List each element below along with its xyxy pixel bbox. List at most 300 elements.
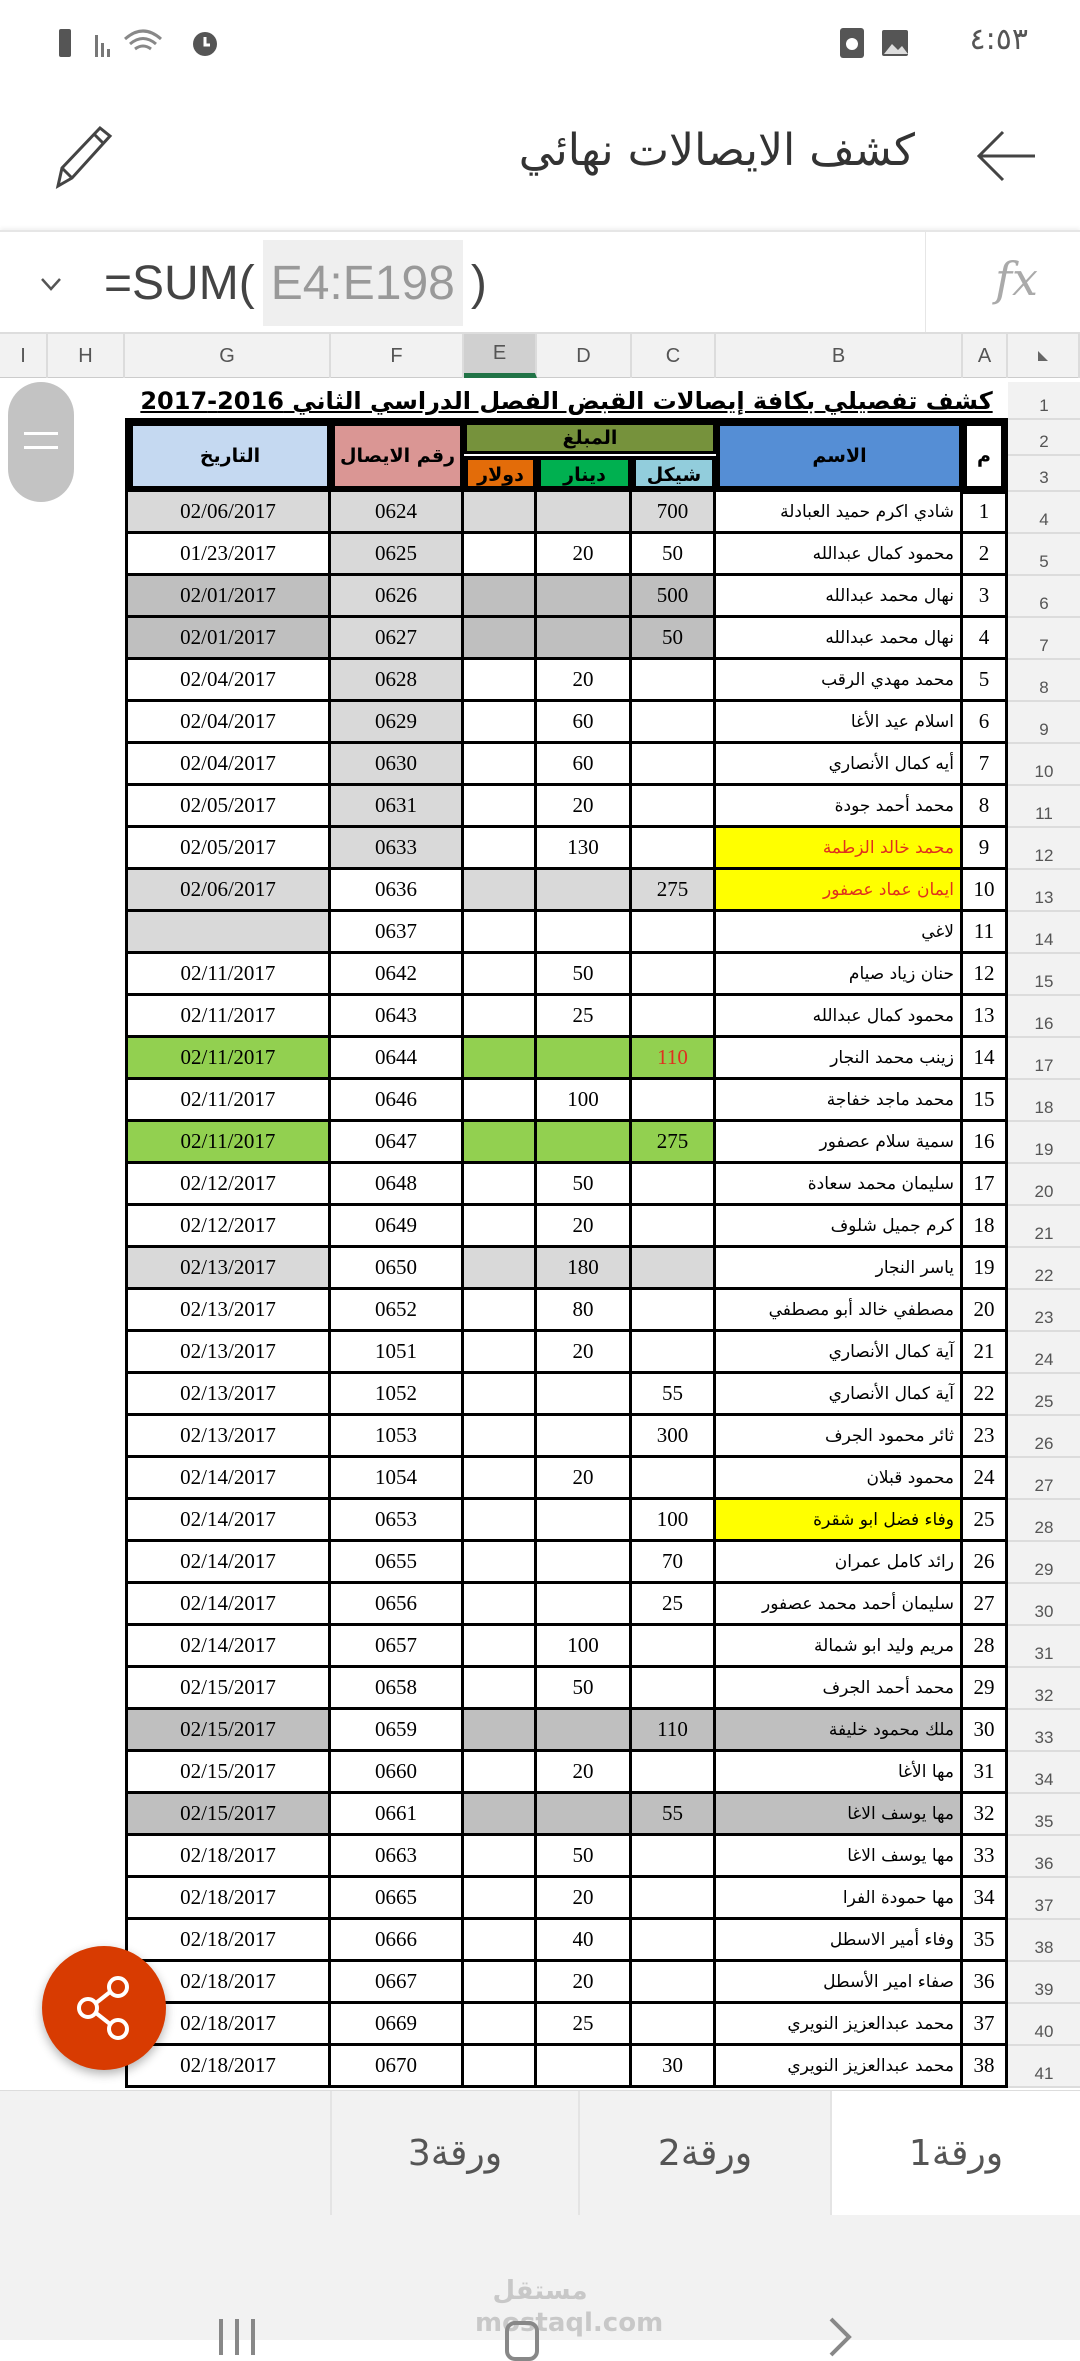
cell-date[interactable]: 01/23/2017 [125, 534, 331, 576]
column-header-f[interactable]: F [331, 334, 464, 378]
cell-receipt[interactable]: 1052 [331, 1374, 464, 1416]
row-header[interactable]: 23 [1008, 1290, 1080, 1332]
cell-dollar[interactable] [464, 1332, 537, 1374]
cell-shekel[interactable]: 500 [632, 576, 716, 618]
cell-dollar[interactable] [464, 1752, 537, 1794]
cell-dollar[interactable] [464, 786, 537, 828]
cell-receipt[interactable]: 0649 [331, 1206, 464, 1248]
cell-dollar[interactable] [464, 996, 537, 1038]
cell-dinar[interactable] [537, 1122, 632, 1164]
row-header[interactable]: 3 [1008, 456, 1080, 492]
cell-dollar[interactable] [464, 618, 537, 660]
cell-receipt[interactable]: 0670 [331, 2046, 464, 2088]
cell-dinar[interactable]: 25 [537, 2004, 632, 2046]
cell-dinar[interactable]: 180 [537, 1248, 632, 1290]
cell-index[interactable]: 7 [963, 744, 1008, 786]
cell-dollar[interactable] [464, 1290, 537, 1332]
cell-dollar[interactable] [464, 1416, 537, 1458]
tab-sheet2[interactable]: ورقة2 [578, 2091, 830, 2216]
cell-receipt[interactable]: 0646 [331, 1080, 464, 1122]
cell-date[interactable]: 02/06/2017 [125, 492, 331, 534]
row-header[interactable]: 29 [1008, 1542, 1080, 1584]
cell-date[interactable] [125, 912, 331, 954]
cell-receipt[interactable]: 0643 [331, 996, 464, 1038]
row-header[interactable]: 15 [1008, 954, 1080, 996]
cell-receipt[interactable]: 0666 [331, 1920, 464, 1962]
cell-index[interactable]: 5 [963, 660, 1008, 702]
cell-index[interactable]: 18 [963, 1206, 1008, 1248]
cell-name[interactable]: وفاء فضل ابو شقرة [716, 1500, 963, 1542]
cell-receipt[interactable]: 1053 [331, 1416, 464, 1458]
cell-receipt[interactable]: 0628 [331, 660, 464, 702]
cell-dollar[interactable] [464, 954, 537, 996]
row-header[interactable]: 17 [1008, 1038, 1080, 1080]
back-chevron-icon[interactable] [825, 2315, 855, 2359]
column-header-b[interactable]: B [716, 334, 963, 378]
cell-index[interactable]: 13 [963, 996, 1008, 1038]
row-header[interactable]: 27 [1008, 1458, 1080, 1500]
cell-index[interactable]: 23 [963, 1416, 1008, 1458]
cell-receipt[interactable]: 0642 [331, 954, 464, 996]
spreadsheet-grid[interactable] [0, 378, 1080, 2090]
cell-receipt[interactable]: 1051 [331, 1332, 464, 1374]
cell-name[interactable]: رائد كامل عمران [716, 1542, 963, 1584]
cell-index[interactable]: 12 [963, 954, 1008, 996]
cell-dollar[interactable] [464, 1500, 537, 1542]
cell-index[interactable]: 16 [963, 1122, 1008, 1164]
cell-dinar[interactable]: 20 [537, 1458, 632, 1500]
cell-name[interactable]: مصطفي خالد أبو مصطفي [716, 1290, 963, 1332]
column-header-h[interactable]: H [48, 334, 125, 378]
cell-dinar[interactable]: 20 [537, 660, 632, 702]
cell-shekel[interactable]: 110 [632, 1710, 716, 1752]
cell-date[interactable]: 02/11/2017 [125, 1038, 331, 1080]
cell-receipt[interactable]: 0629 [331, 702, 464, 744]
cell-name[interactable]: محمود كمال عبدالله [716, 996, 963, 1038]
cell-dollar[interactable] [464, 702, 537, 744]
cell-dinar[interactable] [537, 1794, 632, 1836]
cell-index[interactable]: 21 [963, 1332, 1008, 1374]
cell-shekel[interactable] [632, 954, 716, 996]
row-header[interactable]: 5 [1008, 534, 1080, 576]
cell-receipt[interactable]: 0660 [331, 1752, 464, 1794]
cell-dinar[interactable]: 20 [537, 1878, 632, 1920]
cell-date[interactable]: 02/15/2017 [125, 1752, 331, 1794]
cell-dollar[interactable] [464, 1584, 537, 1626]
cell-date[interactable]: 02/11/2017 [125, 1080, 331, 1122]
row-header[interactable]: 22 [1008, 1248, 1080, 1290]
row-header[interactable]: 31 [1008, 1626, 1080, 1668]
cell-date[interactable]: 02/04/2017 [125, 744, 331, 786]
cell-shekel[interactable]: 700 [632, 492, 716, 534]
cell-date[interactable]: 02/11/2017 [125, 1122, 331, 1164]
cell-name[interactable]: صفاء امير الأسطل [716, 1962, 963, 2004]
cell-receipt[interactable]: 0626 [331, 576, 464, 618]
row-header[interactable]: 28 [1008, 1500, 1080, 1542]
cell-dinar[interactable] [537, 1500, 632, 1542]
cell-date[interactable]: 02/04/2017 [125, 660, 331, 702]
row-header[interactable]: 1 [1008, 382, 1080, 420]
formula-bar[interactable] [0, 230, 1080, 332]
row-header[interactable]: 19 [1008, 1122, 1080, 1164]
cell-receipt[interactable]: 1054 [331, 1458, 464, 1500]
cell-name[interactable]: محمد عبدالعزيز النويري [716, 2004, 963, 2046]
cell-dollar[interactable] [464, 870, 537, 912]
row-header[interactable]: 14 [1008, 912, 1080, 954]
cell-dollar[interactable] [464, 1080, 537, 1122]
cell-name[interactable]: حنان زياد صيام [716, 954, 963, 996]
cell-dinar[interactable] [537, 618, 632, 660]
cell-dollar[interactable] [464, 1920, 537, 1962]
cell-dollar[interactable] [464, 1038, 537, 1080]
cell-shekel[interactable]: 30 [632, 2046, 716, 2088]
cell-index[interactable]: 19 [963, 1248, 1008, 1290]
cell-dollar[interactable] [464, 1122, 537, 1164]
cell-shekel[interactable]: 110 [632, 1038, 716, 1080]
cell-name[interactable]: سليمان محمد سعادة [716, 1164, 963, 1206]
cell-dollar[interactable] [464, 1962, 537, 2004]
cell-receipt[interactable]: 0644 [331, 1038, 464, 1080]
cell-name[interactable]: مها يوسف الاغا [716, 1794, 963, 1836]
cell-name[interactable]: كرم جميل شلوف [716, 1206, 963, 1248]
cell-name[interactable]: زينب محمد النجار [716, 1038, 963, 1080]
cell-dinar[interactable]: 20 [537, 1752, 632, 1794]
cell-shekel[interactable] [632, 1920, 716, 1962]
row-header[interactable]: 21 [1008, 1206, 1080, 1248]
cell-dinar[interactable]: 60 [537, 702, 632, 744]
cell-dollar[interactable] [464, 492, 537, 534]
cell-index[interactable]: 38 [963, 2046, 1008, 2088]
cell-receipt[interactable]: 0659 [331, 1710, 464, 1752]
back-arrow-icon[interactable] [975, 130, 1037, 182]
cell-receipt[interactable]: 0624 [331, 492, 464, 534]
cell-shekel[interactable] [632, 828, 716, 870]
cell-name[interactable]: لاغي [716, 912, 963, 954]
cell-name[interactable]: مها الأغا [716, 1752, 963, 1794]
row-header[interactable]: 26 [1008, 1416, 1080, 1458]
cell-receipt[interactable]: 0625 [331, 534, 464, 576]
cell-date[interactable]: 02/18/2017 [125, 2004, 331, 2046]
cell-date[interactable]: 02/12/2017 [125, 1206, 331, 1248]
cell-index[interactable]: 14 [963, 1038, 1008, 1080]
cell-shekel[interactable] [632, 1164, 716, 1206]
cell-dinar[interactable] [537, 1584, 632, 1626]
cell-date[interactable]: 02/11/2017 [125, 954, 331, 996]
edit-pencil-icon[interactable] [50, 122, 114, 192]
chevron-down-icon[interactable] [40, 276, 62, 292]
share-button[interactable] [42, 1946, 166, 2070]
cell-dollar[interactable] [464, 744, 537, 786]
cell-dollar[interactable] [464, 1710, 537, 1752]
cell-dinar[interactable]: 50 [537, 954, 632, 996]
row-header[interactable]: 34 [1008, 1752, 1080, 1794]
cell-index[interactable]: 4 [963, 618, 1008, 660]
cell-dollar[interactable] [464, 1542, 537, 1584]
cell-index[interactable]: 8 [963, 786, 1008, 828]
row-header[interactable]: 39 [1008, 1962, 1080, 2004]
cell-dollar[interactable] [464, 660, 537, 702]
cell-date[interactable]: 02/18/2017 [125, 2046, 331, 2088]
cell-receipt[interactable]: 0653 [331, 1500, 464, 1542]
row-header[interactable]: 32 [1008, 1668, 1080, 1710]
cell-index[interactable]: 31 [963, 1752, 1008, 1794]
row-header[interactable]: 41 [1008, 2046, 1080, 2088]
cell-receipt[interactable]: 0630 [331, 744, 464, 786]
cell-dollar[interactable] [464, 1668, 537, 1710]
cell-receipt[interactable]: 0652 [331, 1290, 464, 1332]
cell-shekel[interactable]: 25 [632, 1584, 716, 1626]
cell-name[interactable]: مها حمودة الفرا [716, 1878, 963, 1920]
row-header[interactable]: 20 [1008, 1164, 1080, 1206]
cell-dollar[interactable] [464, 1458, 537, 1500]
cell-date[interactable]: 02/18/2017 [125, 1836, 331, 1878]
cell-receipt[interactable]: 0663 [331, 1836, 464, 1878]
cell-name[interactable]: محمد خالد الزطمة [716, 828, 963, 870]
cell-name[interactable]: أيه كمال الأنصاري [716, 744, 963, 786]
cell-index[interactable]: 24 [963, 1458, 1008, 1500]
cell-receipt[interactable]: 0648 [331, 1164, 464, 1206]
cell-dollar[interactable] [464, 1164, 537, 1206]
cell-index[interactable]: 37 [963, 2004, 1008, 2046]
cell-date[interactable]: 02/06/2017 [125, 870, 331, 912]
row-header[interactable]: 33 [1008, 1710, 1080, 1752]
cell-name[interactable]: اسلام عيد الأغا [716, 702, 963, 744]
row-header[interactable]: 35 [1008, 1794, 1080, 1836]
cell-dinar[interactable]: 60 [537, 744, 632, 786]
cell-dollar[interactable] [464, 1248, 537, 1290]
cell-dollar[interactable] [464, 2004, 537, 2046]
cell-date[interactable]: 02/11/2017 [125, 996, 331, 1038]
cell-shekel[interactable] [632, 1290, 716, 1332]
cell-shekel[interactable]: 100 [632, 1500, 716, 1542]
cell-date[interactable]: 02/14/2017 [125, 1584, 331, 1626]
cell-shekel[interactable]: 300 [632, 1416, 716, 1458]
cell-dinar[interactable] [537, 576, 632, 618]
cell-index[interactable]: 2 [963, 534, 1008, 576]
cell-date[interactable]: 02/13/2017 [125, 1332, 331, 1374]
cell-dollar[interactable] [464, 1374, 537, 1416]
cell-date[interactable]: 02/13/2017 [125, 1290, 331, 1332]
cell-receipt[interactable]: 0637 [331, 912, 464, 954]
cell-shekel[interactable] [632, 1206, 716, 1248]
cell-shekel[interactable] [632, 1332, 716, 1374]
cell-index[interactable]: 28 [963, 1626, 1008, 1668]
cell-shekel[interactable] [632, 1668, 716, 1710]
cell-dinar[interactable]: 20 [537, 1332, 632, 1374]
cell-shekel[interactable] [632, 912, 716, 954]
cell-shekel[interactable]: 55 [632, 1374, 716, 1416]
cell-dinar[interactable]: 20 [537, 786, 632, 828]
cell-shekel[interactable] [632, 1878, 716, 1920]
tab-sheet1[interactable]: ورقة1 [830, 2091, 1080, 2216]
cell-dollar[interactable] [464, 1836, 537, 1878]
row-header[interactable]: 37 [1008, 1878, 1080, 1920]
cell-date[interactable]: 02/05/2017 [125, 786, 331, 828]
row-header[interactable]: 2 [1008, 420, 1080, 456]
cell-shekel[interactable] [632, 660, 716, 702]
cell-date[interactable]: 02/15/2017 [125, 1668, 331, 1710]
cell-index[interactable]: 20 [963, 1290, 1008, 1332]
cell-receipt[interactable]: 0650 [331, 1248, 464, 1290]
cell-name[interactable]: محمود قبلان [716, 1458, 963, 1500]
cell-shekel[interactable] [632, 1458, 716, 1500]
cell-shekel[interactable] [632, 1962, 716, 2004]
cell-dinar[interactable]: 100 [537, 1626, 632, 1668]
cell-shekel[interactable] [632, 1248, 716, 1290]
cell-receipt[interactable]: 0636 [331, 870, 464, 912]
formula-input[interactable] [104, 250, 487, 316]
cell-date[interactable]: 02/01/2017 [125, 576, 331, 618]
cell-dinar[interactable] [537, 2046, 632, 2088]
column-header-i[interactable]: I [0, 334, 48, 378]
row-header[interactable]: 11 [1008, 786, 1080, 828]
cell-index[interactable]: 15 [963, 1080, 1008, 1122]
cell-date[interactable]: 02/14/2017 [125, 1500, 331, 1542]
cell-receipt[interactable]: 0633 [331, 828, 464, 870]
cell-dinar[interactable]: 20 [537, 1206, 632, 1248]
cell-index[interactable]: 26 [963, 1542, 1008, 1584]
row-header[interactable]: 16 [1008, 996, 1080, 1038]
cell-shekel[interactable]: 275 [632, 870, 716, 912]
cell-index[interactable]: 25 [963, 1500, 1008, 1542]
cell-index[interactable]: 32 [963, 1794, 1008, 1836]
cell-name[interactable]: آية كمال الأنصاري [716, 1374, 963, 1416]
cell-date[interactable]: 02/18/2017 [125, 1920, 331, 1962]
cell-dinar[interactable] [537, 912, 632, 954]
cell-shekel[interactable]: 50 [632, 618, 716, 660]
cell-dollar[interactable] [464, 576, 537, 618]
cell-dinar[interactable]: 50 [537, 1164, 632, 1206]
cell-shekel[interactable] [632, 786, 716, 828]
cell-dinar[interactable] [537, 492, 632, 534]
home-button[interactable] [505, 2321, 539, 2361]
cell-dinar[interactable]: 20 [537, 534, 632, 576]
cell-name[interactable]: مريم وليد ابو شمالة [716, 1626, 963, 1668]
cell-index[interactable]: 29 [963, 1668, 1008, 1710]
cell-receipt[interactable]: 0656 [331, 1584, 464, 1626]
cell-dinar[interactable]: 50 [537, 1836, 632, 1878]
cell-date[interactable]: 02/01/2017 [125, 618, 331, 660]
row-header[interactable]: 40 [1008, 2004, 1080, 2046]
cell-name[interactable]: محمد عبدالعزيز النويري [716, 2046, 963, 2088]
cell-name[interactable]: ملك محمود خليفة [716, 1710, 963, 1752]
cell-receipt[interactable]: 0658 [331, 1668, 464, 1710]
cell-date[interactable]: 02/18/2017 [125, 1962, 331, 2004]
cell-index[interactable]: 35 [963, 1920, 1008, 1962]
cell-date[interactable]: 02/12/2017 [125, 1164, 331, 1206]
cell-dinar[interactable]: 130 [537, 828, 632, 870]
cell-date[interactable]: 02/14/2017 [125, 1542, 331, 1584]
cell-dinar[interactable]: 50 [537, 1668, 632, 1710]
column-header-c[interactable]: C [632, 334, 716, 378]
cell-shekel[interactable] [632, 1080, 716, 1122]
cell-dollar[interactable] [464, 1878, 537, 1920]
cell-name[interactable]: شادي اكرم حميد العبادلة [716, 492, 963, 534]
row-header[interactable]: 30 [1008, 1584, 1080, 1626]
cell-dinar[interactable] [537, 870, 632, 912]
cell-receipt[interactable]: 0669 [331, 2004, 464, 2046]
cell-name[interactable]: ياسر النجار [716, 1248, 963, 1290]
row-header[interactable]: 25 [1008, 1374, 1080, 1416]
row-header[interactable]: 18 [1008, 1080, 1080, 1122]
cell-receipt[interactable]: 0667 [331, 1962, 464, 2004]
cell-dinar[interactable]: 80 [537, 1290, 632, 1332]
row-header[interactable]: 10 [1008, 744, 1080, 786]
row-header[interactable]: 8 [1008, 660, 1080, 702]
cell-date[interactable]: 02/13/2017 [125, 1416, 331, 1458]
cell-dinar[interactable]: 100 [537, 1080, 632, 1122]
cell-shekel[interactable]: 50 [632, 534, 716, 576]
cell-name[interactable]: محمد ماجد خفاجة [716, 1080, 963, 1122]
cell-dinar[interactable] [537, 1542, 632, 1584]
cell-shekel[interactable] [632, 702, 716, 744]
column-header-d[interactable]: D [537, 334, 632, 378]
cell-shekel[interactable] [632, 2004, 716, 2046]
cell-name[interactable]: ثائر محمود الجرف [716, 1416, 963, 1458]
cell-date[interactable]: 02/14/2017 [125, 1458, 331, 1500]
cell-date[interactable]: 02/04/2017 [125, 702, 331, 744]
row-header[interactable]: 38 [1008, 1920, 1080, 1962]
row-header[interactable]: 6 [1008, 576, 1080, 618]
cell-index[interactable]: 34 [963, 1878, 1008, 1920]
cell-index[interactable]: 9 [963, 828, 1008, 870]
column-header-e[interactable]: E [464, 334, 537, 378]
cell-shekel[interactable] [632, 1836, 716, 1878]
cell-date[interactable]: 02/18/2017 [125, 1878, 331, 1920]
cell-name[interactable]: سمية سلام عصفور [716, 1122, 963, 1164]
cell-dollar[interactable] [464, 1626, 537, 1668]
cell-dinar[interactable] [537, 1038, 632, 1080]
cell-dollar[interactable] [464, 828, 537, 870]
fx-icon[interactable]: fx [995, 252, 1038, 306]
cell-index[interactable]: 30 [963, 1710, 1008, 1752]
cell-index[interactable]: 1 [963, 492, 1008, 534]
cell-name[interactable]: محمود كمال عبدالله [716, 534, 963, 576]
cell-date[interactable]: 02/14/2017 [125, 1626, 331, 1668]
cell-shekel[interactable]: 55 [632, 1794, 716, 1836]
scroll-handle[interactable] [8, 382, 74, 502]
cell-name[interactable]: آية كمال الأنصاري [716, 1332, 963, 1374]
row-header[interactable]: 13 [1008, 870, 1080, 912]
cell-dinar[interactable]: 20 [537, 1962, 632, 2004]
row-header[interactable]: 7 [1008, 618, 1080, 660]
cell-date[interactable]: 02/13/2017 [125, 1374, 331, 1416]
cell-name[interactable]: محمد مهدي الرقب [716, 660, 963, 702]
cell-name[interactable]: محمد أحمد الجرف [716, 1668, 963, 1710]
cell-receipt[interactable]: 0657 [331, 1626, 464, 1668]
cell-shekel[interactable] [632, 744, 716, 786]
cell-receipt[interactable]: 0665 [331, 1878, 464, 1920]
cell-dinar[interactable] [537, 1710, 632, 1752]
cell-dinar[interactable] [537, 1374, 632, 1416]
row-header[interactable]: 9 [1008, 702, 1080, 744]
recent-apps-icon[interactable] [215, 2315, 259, 2359]
column-header-g[interactable]: G [125, 334, 331, 378]
cell-index[interactable]: 17 [963, 1164, 1008, 1206]
cell-name[interactable]: ايمان عماد عصفور [716, 870, 963, 912]
cell-date[interactable]: 02/15/2017 [125, 1710, 331, 1752]
cell-receipt[interactable]: 0647 [331, 1122, 464, 1164]
cell-name[interactable]: سليمان أحمد محمد عصفور [716, 1584, 963, 1626]
row-header[interactable]: 4 [1008, 492, 1080, 534]
cell-dinar[interactable]: 25 [537, 996, 632, 1038]
row-header[interactable]: 12 [1008, 828, 1080, 870]
cell-index[interactable]: 10 [963, 870, 1008, 912]
cell-dollar[interactable] [464, 1206, 537, 1248]
cell-name[interactable]: مها يوسف الاغا [716, 1836, 963, 1878]
cell-dinar[interactable] [537, 1416, 632, 1458]
cell-index[interactable]: 27 [963, 1584, 1008, 1626]
